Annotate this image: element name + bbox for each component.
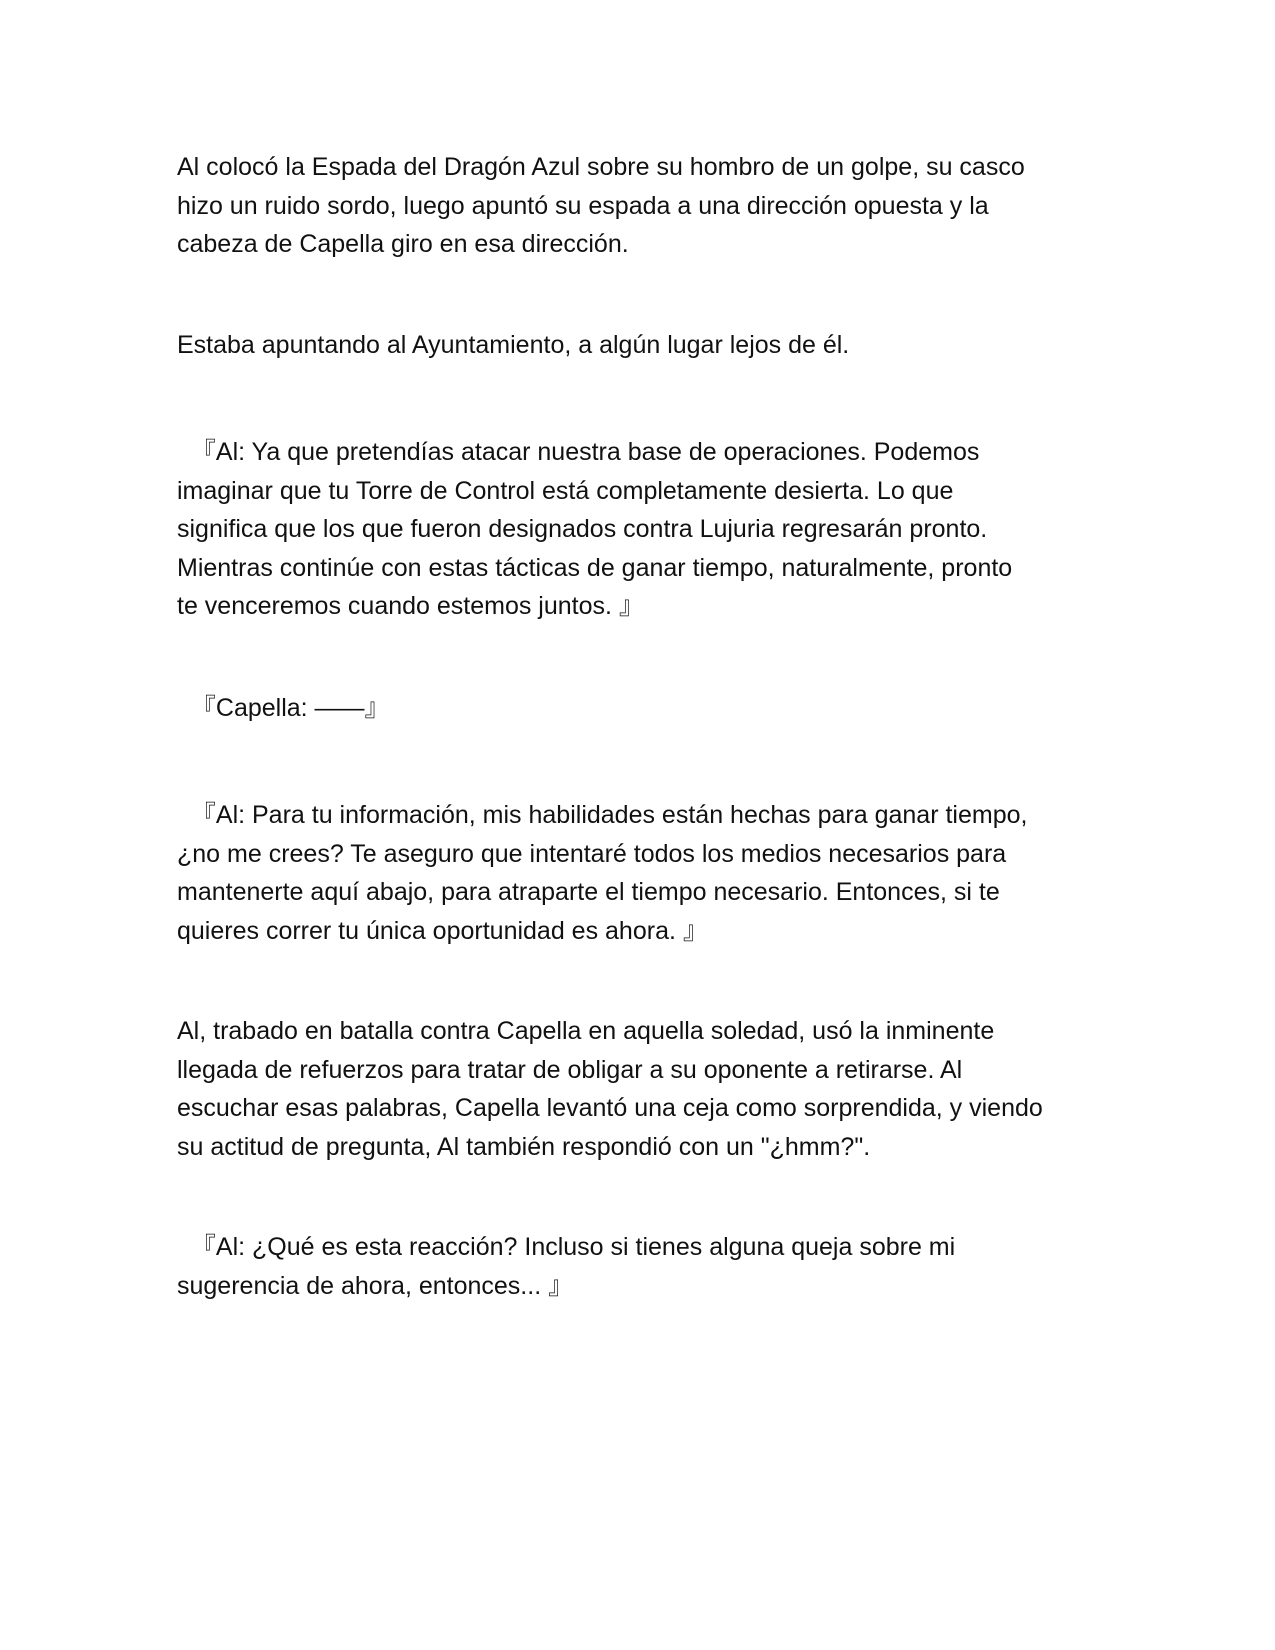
paragraph-line: imaginar que tu Torre de Control está completamente desierta. Lo que [177,476,954,505]
paragraph-line: Mientras continúe con estas tácticas de ganar tiempo, naturalmente, pronto [177,553,1013,582]
paragraph-line: Al colocó la Espada del Dragón Azul sobre su hombro de un golpe, su casco [177,153,1025,181]
paragraph-line: sugerencia de ahora, entonces... 』 [177,1271,574,1300]
paragraph-line: escuchar esas palabras, Capella levantó una ceja como sorprendida, y viendo [177,1094,1043,1122]
paragraph-town-hall [177,326,1097,365]
paragraph-line: llegada de refuerzos para tratar de obligar a su oponente a retirarse. Al [177,1055,963,1084]
paragraph-line: significa que los que fueron designados contra Lujuria regresarán pronto. [177,515,988,543]
paragraph-battle [177,1012,1097,1166]
dialogue-al-3 [177,1228,1097,1305]
paragraph-line: su actitud de pregunta, Al también respondió con un "¿hmm?". [177,1132,871,1161]
paragraph-line: cabeza de Capella giro en esa dirección. [177,230,629,258]
dialogue-al-1 [177,433,1097,626]
paragraph-line: mantenerte aquí abajo, para atraparte el tiempo necesario. Entonces, si te [177,878,1000,906]
dialogue-capella [177,689,1097,728]
paragraph-line: 『Al: Para tu información, mis habilidades están hechas para ganar tiempo, [177,801,1028,829]
dialogue-al-2 [177,796,1097,950]
paragraph-intro [177,148,1097,264]
paragraph-line: Estaba apuntando al Ayuntamiento, a algún lugar lejos de él. [177,331,850,359]
paragraph-line: ¿no me crees? Te aseguro que intentaré todos los medios necesarios para [177,839,1007,868]
paragraph-line: Al, trabado en batalla contra Capella en aquella soledad, usó la inminente [177,1017,995,1045]
paragraph-line: 『Al: Ya que pretendías atacar nuestra base de operaciones. Podemos [177,438,980,466]
paragraph-line: quieres correr tu única oportunidad es ahora. 』 [177,916,708,945]
paragraph-line: 『Capella: ——』 [177,694,390,722]
paragraph-line: hizo un ruido sordo, luego apuntó su espada a una dirección opuesta y la [177,191,989,220]
paragraph-line: 『Al: ¿Qué es esta reacción? Incluso si tienes alguna queja sobre mi [177,1233,956,1261]
paragraph-line: te venceremos cuando estemos juntos. 』 [177,592,644,620]
